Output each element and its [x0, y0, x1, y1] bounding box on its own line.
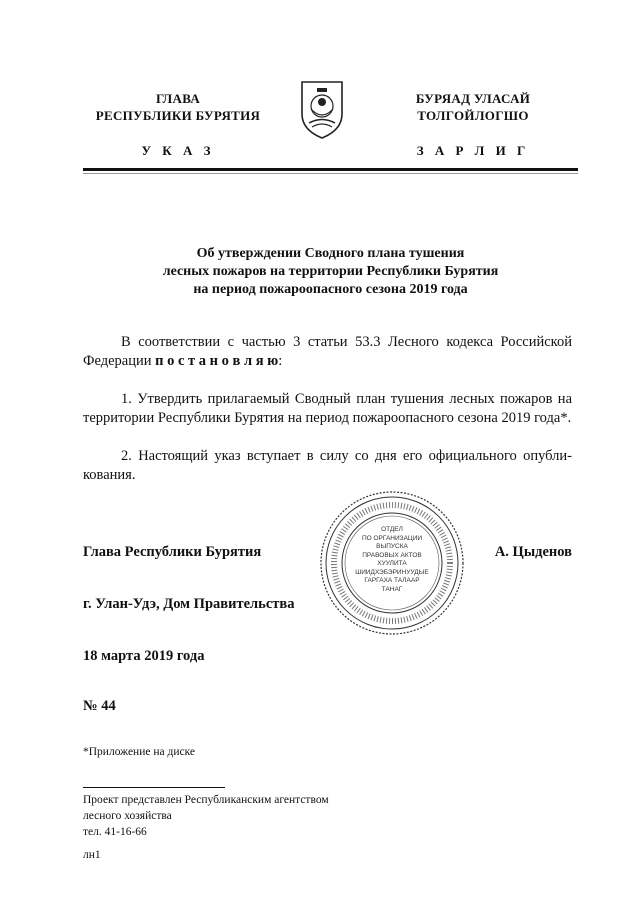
header-left-line2: РЕСПУБЛИКИ БУРЯТИЯ [95, 108, 261, 123]
header-right-line1: БУРЯАД УЛАСАЙ [415, 91, 531, 106]
stamp-line: ВЫПУСКА [376, 543, 408, 550]
header-divider-thin [83, 173, 578, 174]
signatory-position: Глава Республики Бурятия [83, 544, 262, 560]
stamp-line: ПРАВОВЫХ АКТОВ [362, 551, 422, 559]
header-divider-thick [83, 168, 578, 171]
header-right-doc-type: З А Р Л И Г [416, 143, 530, 158]
preamble-text: В соответствии с частью 3 статьи 53.3 Лесного кодекса Российской Федерации [83, 334, 572, 369]
stamp-line: ГАРГАХА ТАЛААР [364, 577, 420, 584]
header-left-title [83, 90, 273, 124]
official-stamp [317, 488, 467, 638]
signatory-name: А. Цыденов [494, 544, 572, 560]
stamp-line: ПО ОРГАНИЗАЦИИ [361, 534, 423, 542]
preamble-paragraph [83, 333, 572, 371]
footer-line3: тел. 41-16-66 [83, 826, 147, 838]
footnote: *Приложение на диске [83, 746, 195, 758]
footer-line2: лесного хозяйства [83, 810, 172, 822]
stamp-line: ХУУЛИТА [377, 560, 407, 567]
stamp-line: ШИИДХЭБЭРИНУУДЫЕ [355, 568, 429, 576]
preamble-emphasis: п о с т а н о в л я ю [155, 353, 279, 369]
header-right-title [368, 90, 578, 124]
decree-title [83, 245, 578, 299]
item-2-paragraph: 2. Настоящий указ вступает в силу со дня его официального опубли-кования. [83, 448, 572, 483]
item-1-paragraph: 1. Утвердить прилагаемый Сводный план тушения лесных пожаров на территории Республики Бурятия на период пожароопасного сезона 2019 года*. [83, 391, 572, 426]
title-line3: на период пожароопасного сезона 2019 года [193, 282, 468, 297]
stamp-line: ОТДЕЛ [381, 526, 403, 533]
decree-number: № 44 [83, 698, 116, 714]
place: г. Улан-Удэ, Дом Правительства [83, 596, 295, 612]
header-left-line1: ГЛАВА [155, 91, 201, 106]
footer-divider [83, 787, 225, 788]
stamp-inner-text [345, 526, 439, 594]
title-line2: лесных пожаров на территории Республики Бурятия [162, 264, 499, 279]
decree-body [83, 333, 572, 485]
preamble-end: : [278, 353, 283, 369]
header-right-line2: ТОЛГОЙЛОГШО [417, 108, 529, 123]
date: 18 марта 2019 года [83, 648, 205, 664]
stamp-line: ТАНАГ [381, 585, 403, 593]
title-line1: Об утверждении Сводного плана тушения [196, 246, 465, 261]
document-code: лн1 [83, 849, 101, 861]
coat-of-arms-icon [297, 76, 347, 140]
header-left-doc-type: У К А З [141, 143, 215, 158]
footer-line1: Проект представлен Республиканским агентством [83, 794, 329, 806]
footer-info [83, 792, 329, 840]
